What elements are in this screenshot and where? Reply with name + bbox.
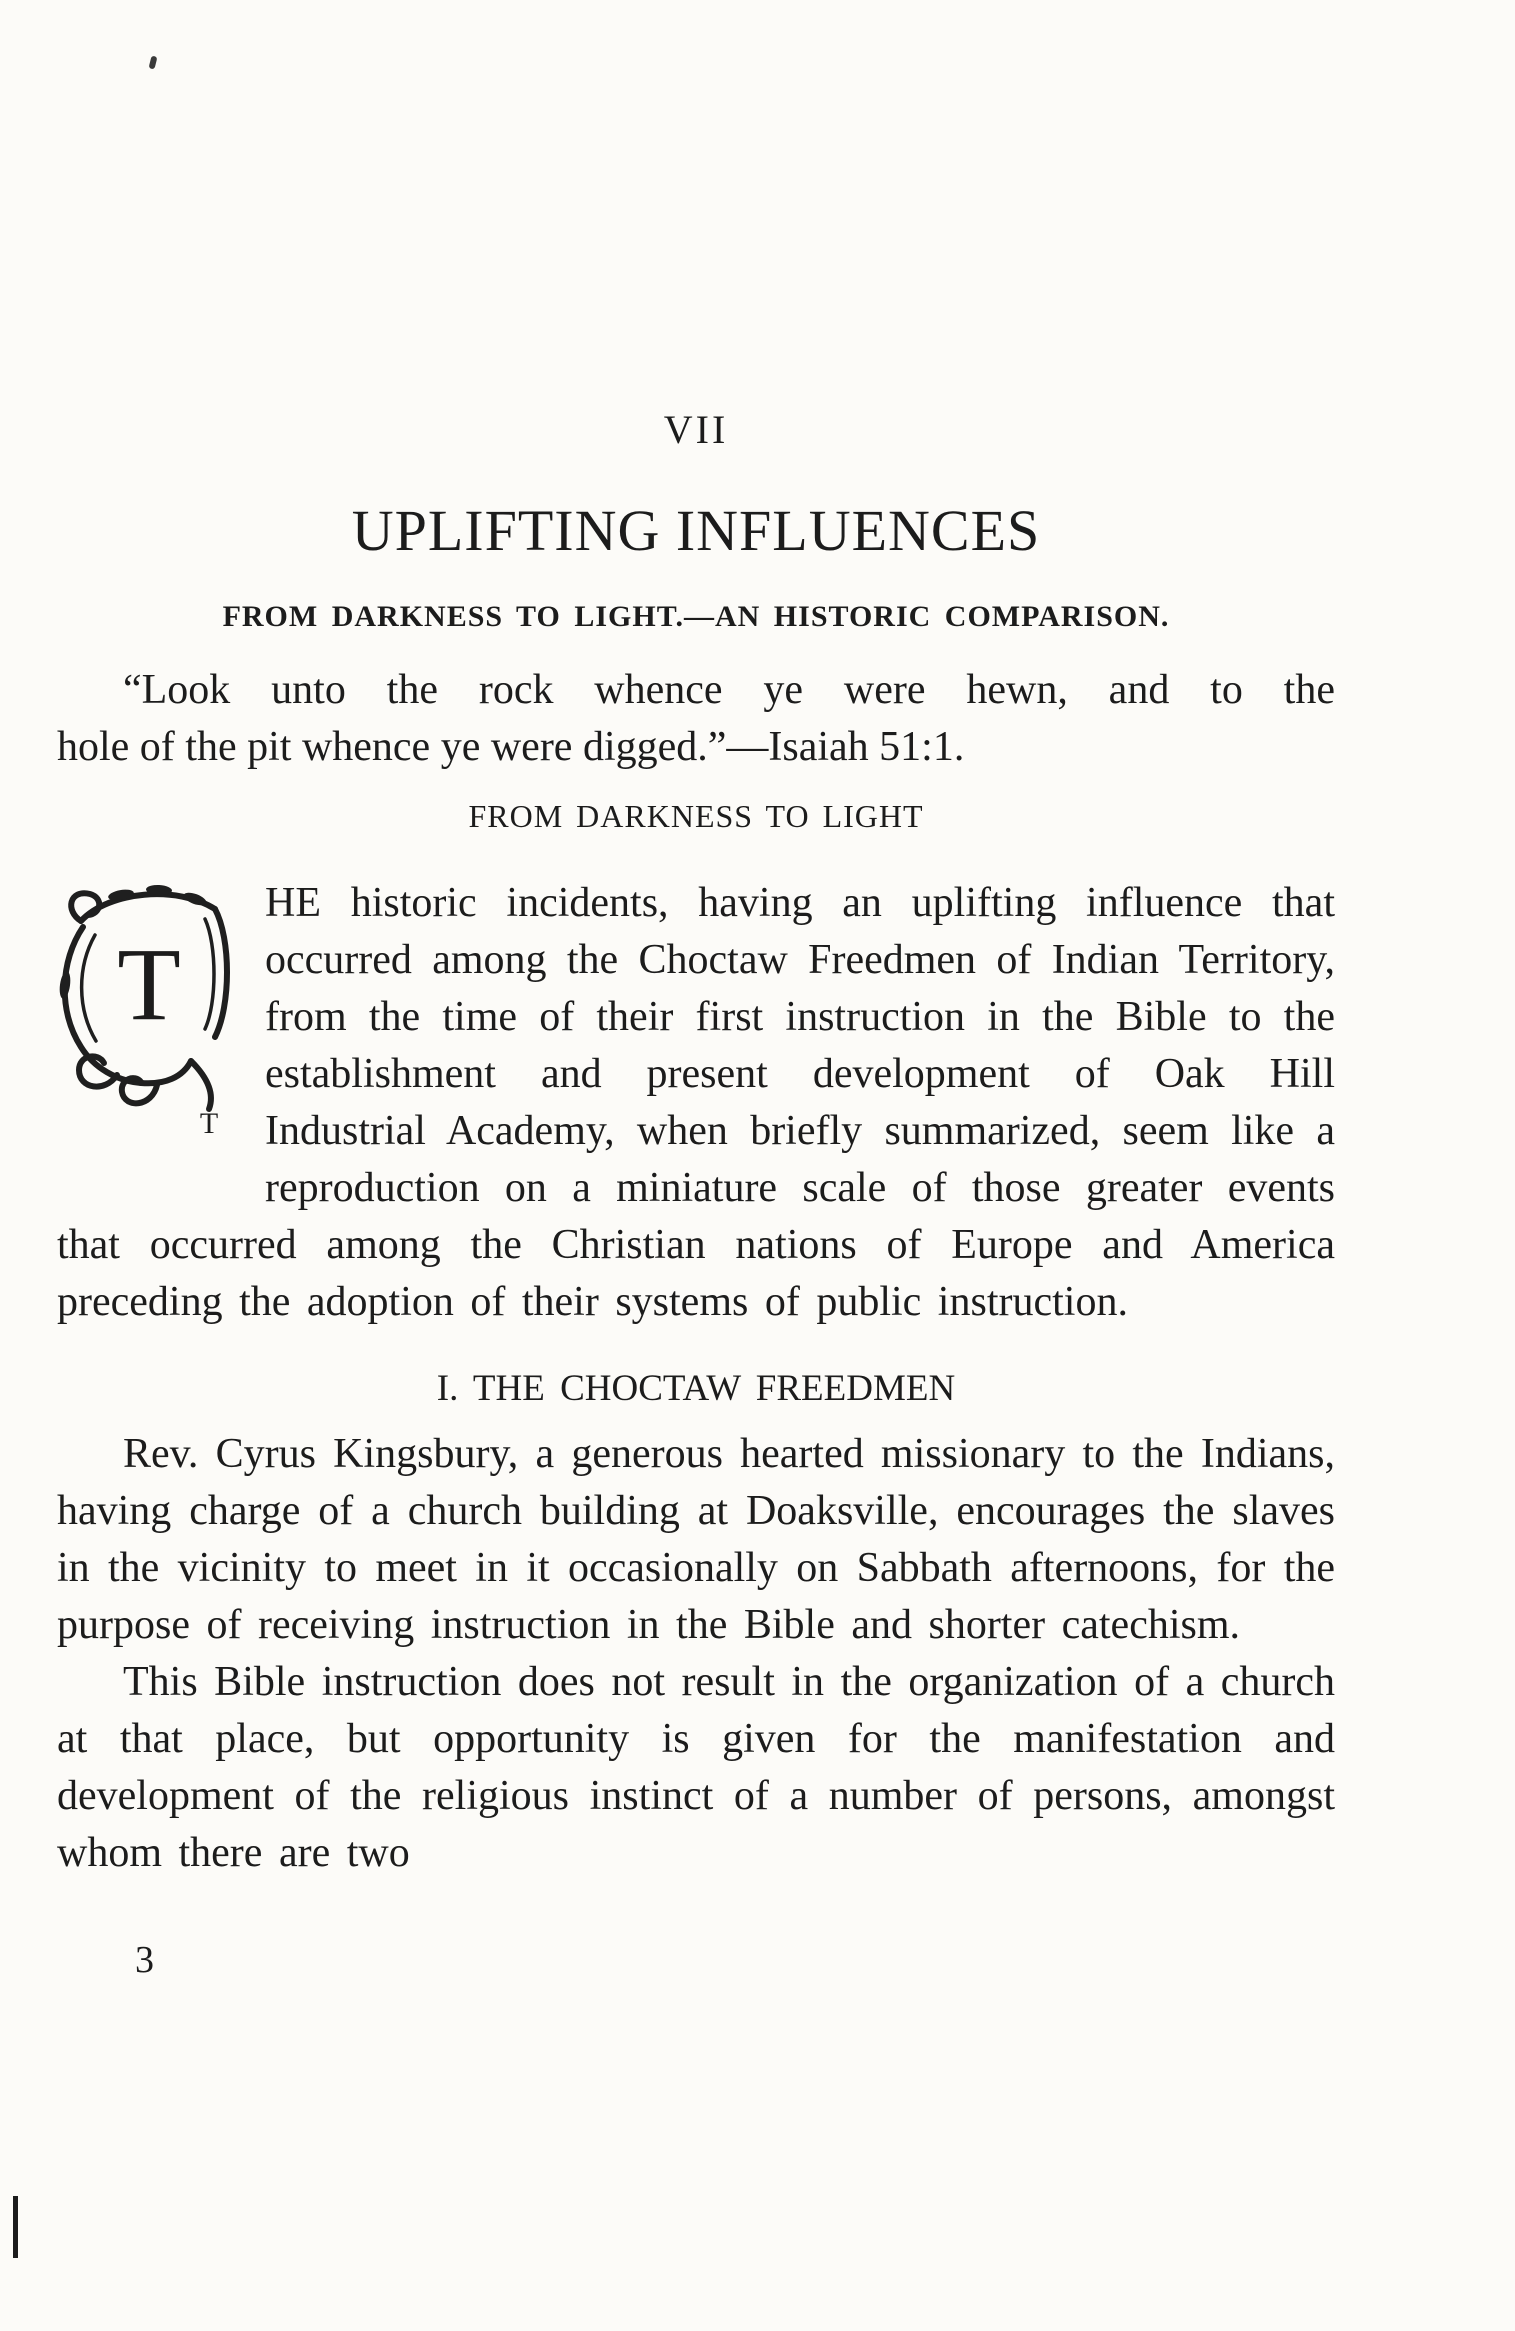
- epigraph-line: “Look unto the rock whence ye were hewn, and to the: [123, 667, 1335, 713]
- ornament-tail-mark: T: [199, 1107, 219, 1140]
- chapter-subtitle: FROM DARKNESS TO LIGHT.—AN HISTORIC COMPARISON.: [222, 600, 1170, 633]
- paragraph-1: [57, 875, 1335, 1331]
- dropcap-letter: T: [117, 927, 181, 1042]
- dropcap-ornament: [57, 881, 253, 1215]
- epigraph-line: hole of the pit whence ye were digged.”—Isaiah 51:1.: [57, 724, 965, 770]
- scan-artifact-line: [13, 2196, 18, 2258]
- paragraph-3: This Bible instruction does not result in the organization of a church at that place, but opportunity is given for the manifestation and development of the religious instinct of a number of persons, amongst whom there are two: [57, 1659, 1335, 1876]
- page-content: [57, 0, 1335, 1982]
- chapter-title: UPLIFTING INFLUENCES: [351, 498, 1041, 563]
- paragraph-1-text: HE historic incidents, having an uplifting influence that occurred among the Choctaw Freedmen of Indian Territory, from the time of their first instruction in the Bible to the establishment and present development of Oak Hill Industrial Academy, when briefly summarized, seem like a reproduction on a miniature scale of those greater events that occurred among the Christian nations of Europe and America preceding the adoption of their systems of public instruction.: [57, 880, 1335, 1325]
- chapter-number: VII: [663, 407, 729, 452]
- epigraph: [57, 662, 1335, 776]
- section-1-heading: I. THE CHOCTAW FREEDMEN: [436, 1368, 956, 1409]
- section-heading: FROM DARKNESS TO LIGHT: [468, 798, 924, 834]
- page-number: 3: [135, 1939, 154, 1981]
- paragraph-2: Rev. Cyrus Kingsbury, a generous hearted missionary to the Indians, having charge of a church building at Doaksville, encourages the slaves in the vicinity to meet in it occasionally on Sabbath afternoons, for the purpose of receiving instruction in the Bible and shorter catechism.: [57, 1431, 1335, 1648]
